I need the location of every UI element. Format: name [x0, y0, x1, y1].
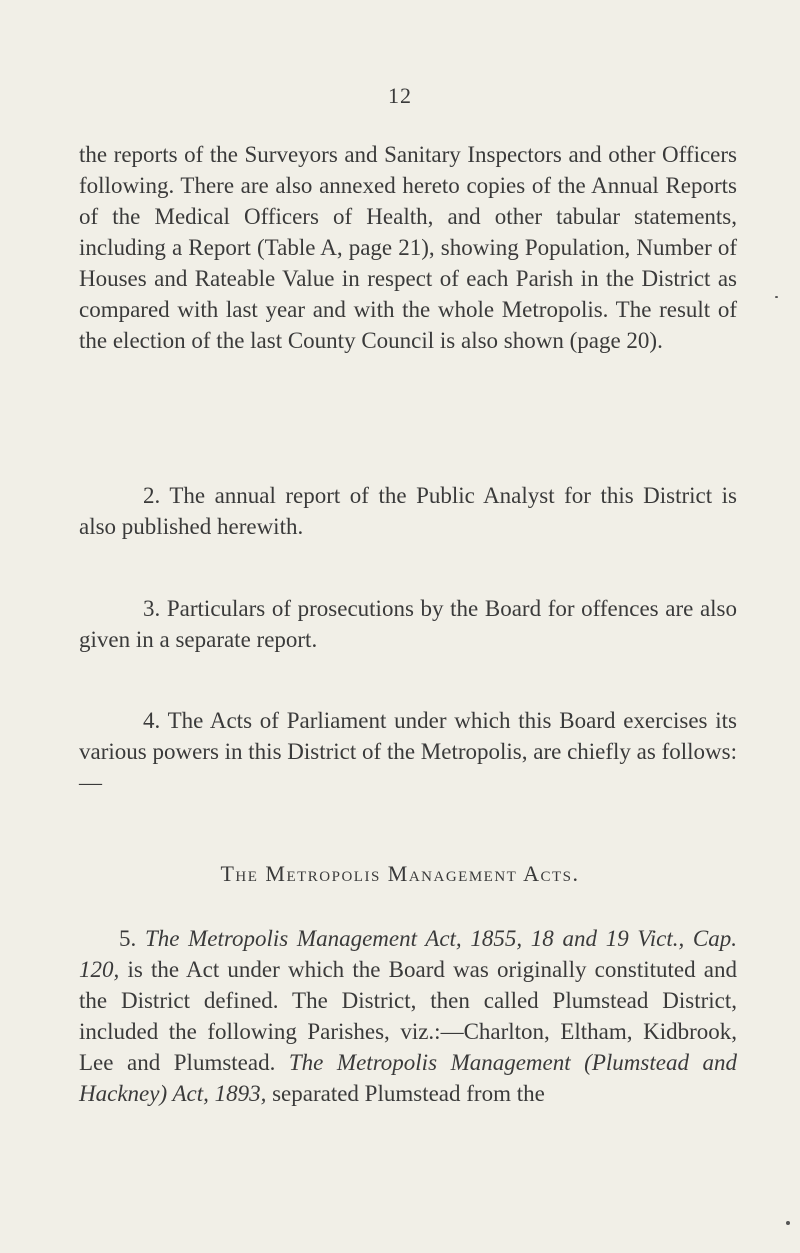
section-heading: The Metropolis Management Acts. [220, 861, 580, 886]
print-speck [786, 1221, 790, 1225]
paragraph-2: 2. The annual report of the Public Analyst for this District is also published herewith. [79, 483, 737, 539]
paragraph-1: the reports of the Surveyors and Sanitary Inspectors and other Officers following. There are also annexed hereto copies of the Annual Reports of the Medical Officers of Health, and other tabular statements, including a Report (Table A, page 21), showing Population, Number of Houses and Rateable Value in respect of each Parish in the District as compared with last year and with the whole Metropolis. The result of the election of the last County Council is also shown (page 20). [79, 142, 737, 353]
paragraph-5-text-1: is the Act under which the Board was originally constituted and the District defined. The District, then called Plumstead District, included the following Parishes, viz.:—Charlton, Eltham, Kidbrook, Lee and Plumstead. [79, 957, 737, 1075]
act-title-1893: The Metropolis Management (Plumstead and Hackney) Act, 1893, [79, 1050, 737, 1106]
paragraph-5-number: 5. [119, 926, 145, 951]
paragraph-5 [79, 923, 737, 1109]
paragraph-4: 4. The Acts of Parliament under which this Board exercises its various powers in this District of the Metropolis, are chiefly as follows:— [79, 708, 737, 795]
act-title-1855: The Metropolis Management Act, 1855, 18 and 19 Vict., Cap. 120, [79, 926, 737, 982]
print-speck [775, 296, 778, 298]
paragraph-3: 3. Particulars of prosecutions by the Board for offences are also given in a separate report. [79, 596, 737, 652]
paragraph-5-text-2: separated Plumstead from the [266, 1081, 545, 1106]
page-number: 12 [388, 83, 412, 108]
